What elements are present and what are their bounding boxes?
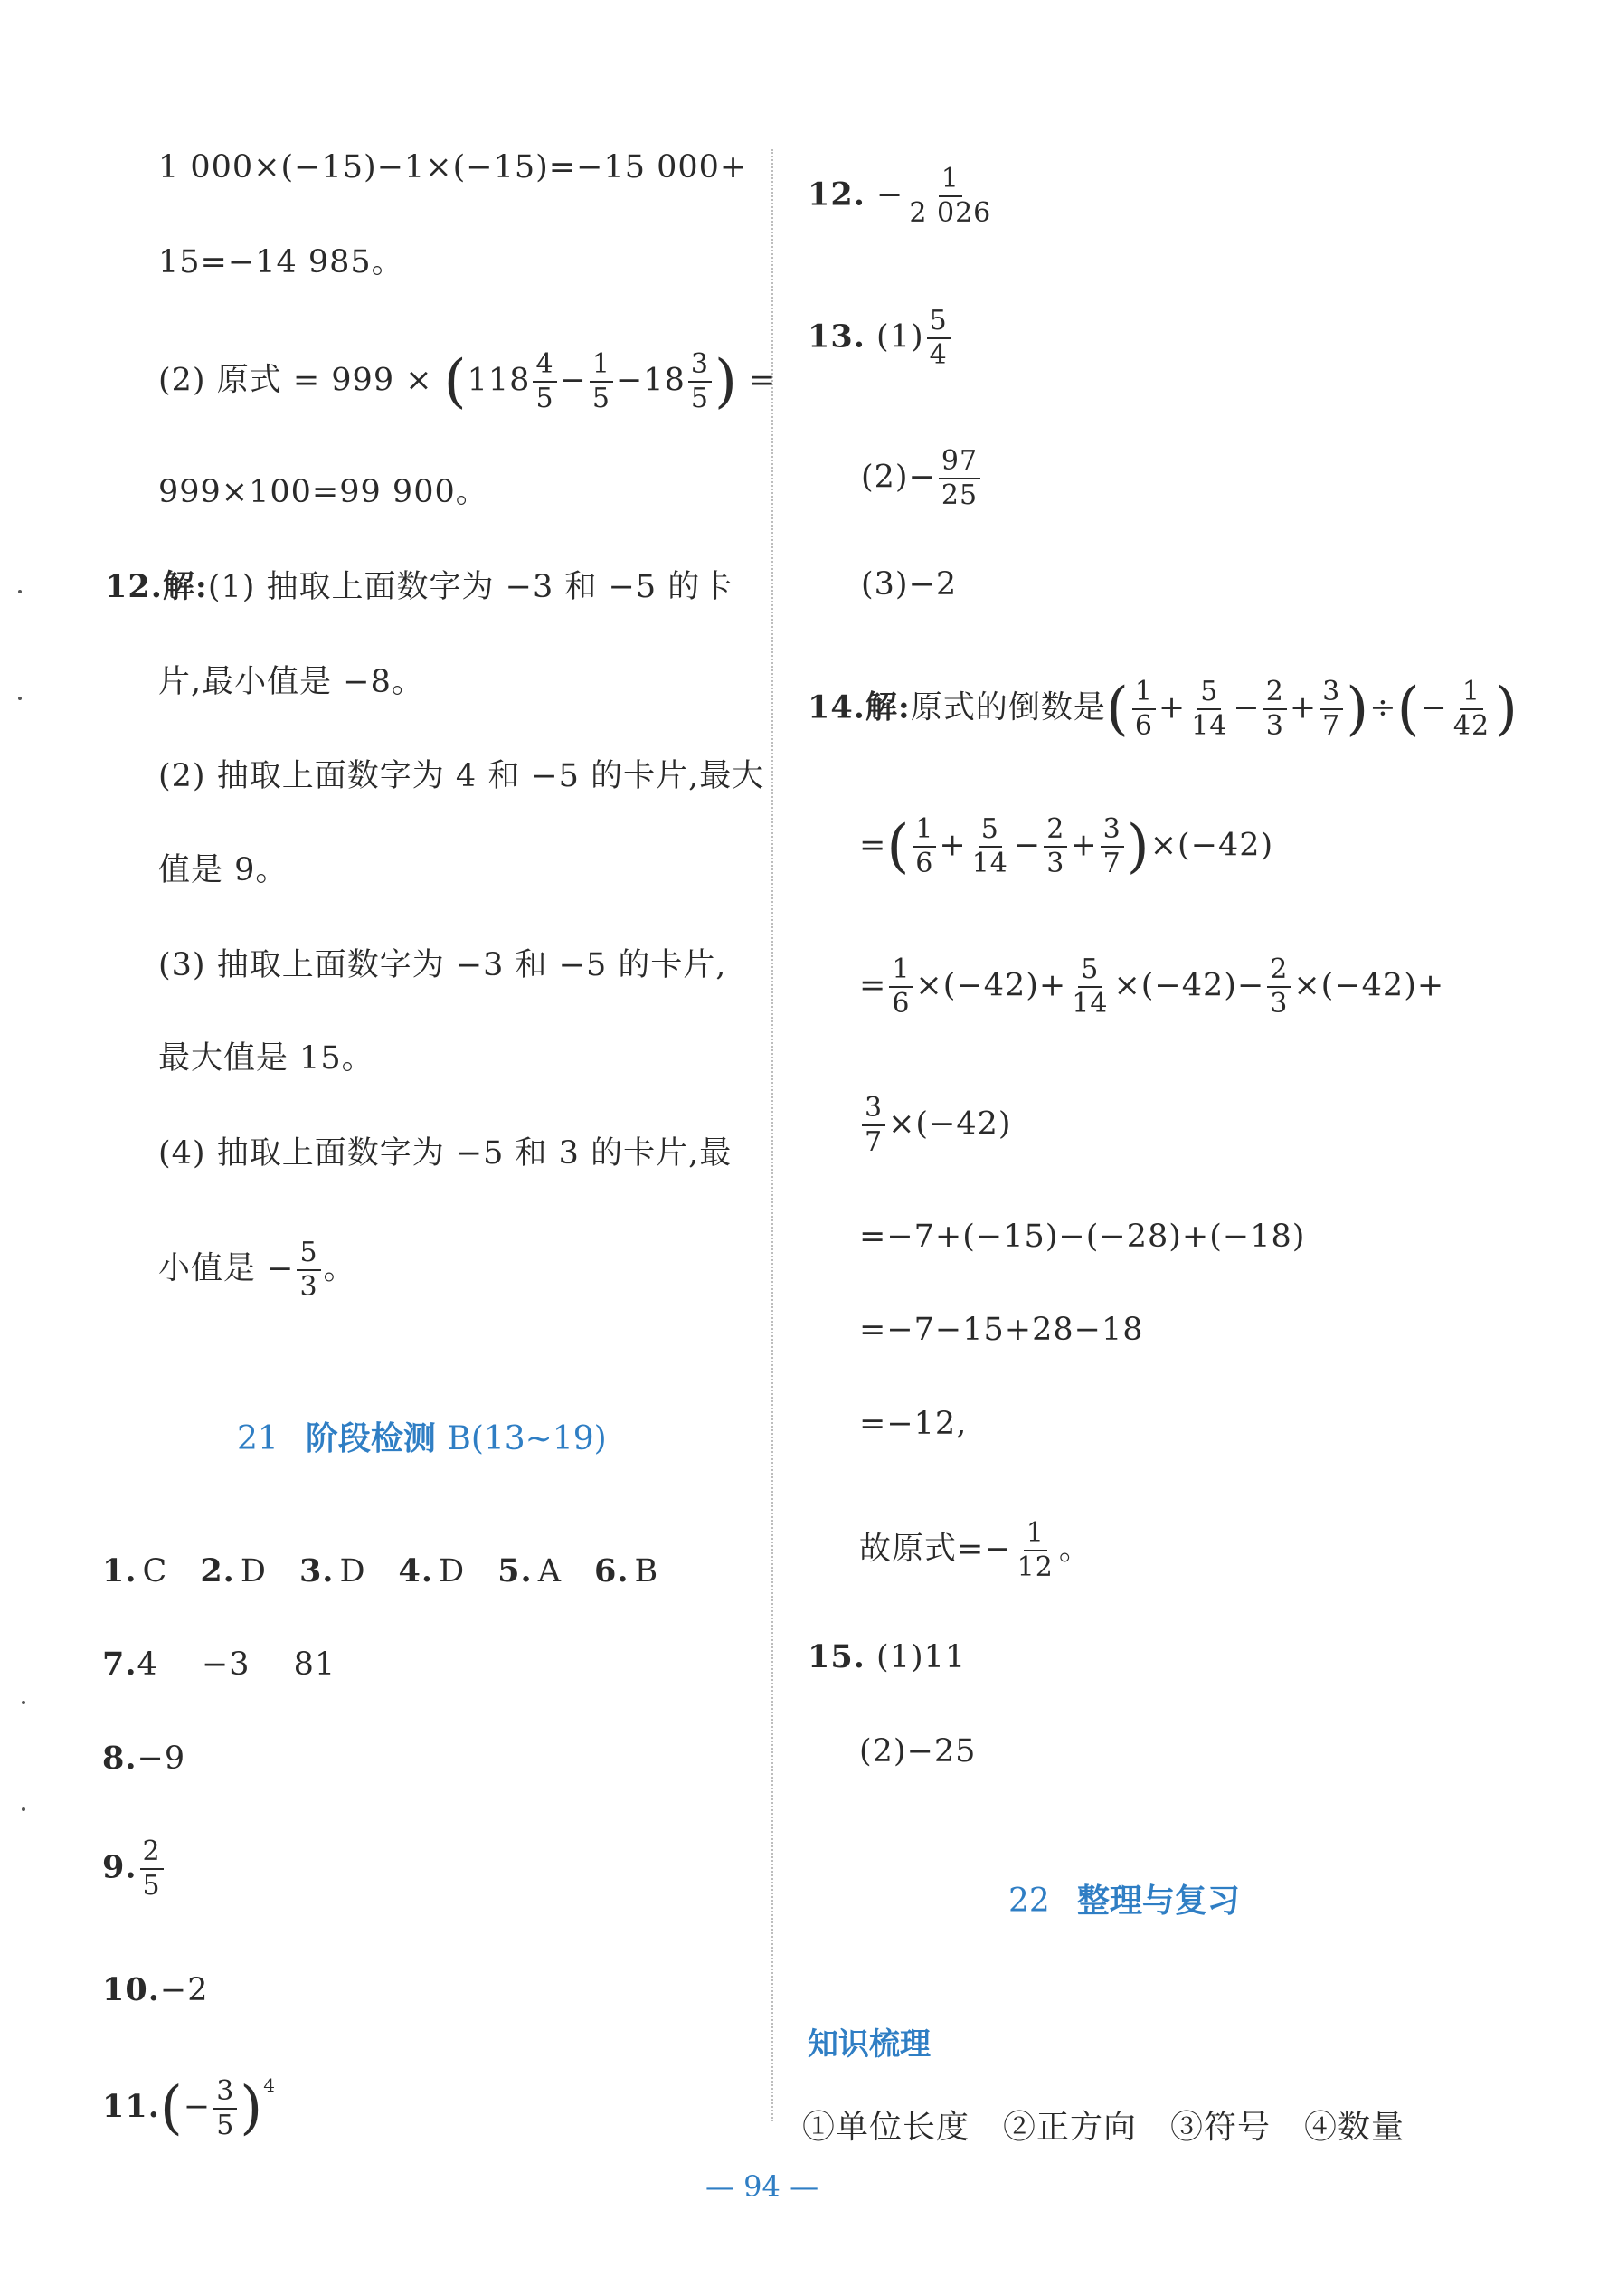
mc-answer: 5. A: [497, 1552, 562, 1589]
q12-line-3: (2) 抽取上面数字为 4 和 −5 的卡片,最大: [158, 758, 765, 794]
margin-dot: [22, 1807, 25, 1811]
margin-dot: [22, 1701, 25, 1704]
section-heading-21: 21 阶段检测 B(13∼19): [237, 1419, 607, 1457]
q12-line-2: 片,最小值是 −8。: [158, 664, 424, 700]
q12-line-5: (3) 抽取上面数字为 −3 和 −5 的卡片,: [158, 947, 727, 983]
multiple-choice-answers: [102, 1551, 691, 1591]
mc-answer: 2. D: [200, 1552, 267, 1589]
q12-line-4: 值是 9。: [158, 852, 288, 888]
r-q13-line-1: 13. (1) $\frac{5}{4}$: [808, 308, 953, 369]
fraction: $\frac{1}{2 026}$: [909, 163, 992, 229]
mc-answer: 6. B: [593, 1552, 659, 1589]
q10-line: 10.−2: [102, 1971, 209, 2008]
q12-line-1: 12.解:(1) 抽取上面数字为 −3 和 −5 的卡: [105, 568, 733, 605]
fraction: $\frac{2}{5}$: [140, 1838, 164, 1900]
r-q14-line-8: 故原式=− $\frac{1}{12}$ 。: [859, 1517, 1092, 1583]
fraction: $\frac{3}{5}$: [688, 351, 712, 413]
r-q14-line-1: 14.解:原式的倒数是( $\frac{1}{6}$ + $\frac{5}{14}$ − $\frac{2}{3}$ + $\frac{3}{7}$ )÷(− $\frac{1}{42}$ ): [808, 676, 1519, 743]
r-q13-line-3: (3)−2: [861, 566, 958, 602]
fraction: $\frac{1}{6}$: [889, 956, 913, 1018]
fraction: $\frac{1}{5}$: [590, 351, 613, 413]
fraction: $\frac{3}{5}$: [213, 2078, 237, 2139]
fraction: $\frac{5}{14}$: [971, 813, 1008, 879]
mc-answer: 3. D: [298, 1552, 366, 1589]
solution-label: 解:: [162, 568, 208, 605]
r-q15-line-2: (2)−25: [859, 1733, 977, 1769]
q12-line-6: 最大值是 15。: [158, 1040, 374, 1077]
fraction: $\frac{1}{42}$: [1452, 676, 1490, 742]
section-heading-22: 22 整理与复习: [1008, 1882, 1240, 1920]
fraction: $\frac{5}{14}$: [1191, 676, 1228, 742]
column-divider: [771, 149, 773, 2121]
page-number: — 94 —: [705, 2169, 819, 2204]
fraction: $\frac{97}{25}$: [939, 448, 980, 509]
terms-line: ①单位长度 ②正方向 ③符号 ④数量: [802, 2109, 1405, 2146]
paren-open: (: [443, 348, 468, 415]
q9-line: 9. $\frac{2}{5}$: [102, 1838, 166, 1900]
margin-dot: [18, 590, 22, 593]
fraction: $\frac{5}{14}$: [1072, 954, 1109, 1020]
calc-line-1: 1 000×(−15)−1×(−15)=−15 000+: [158, 149, 748, 185]
q12-line-7: (4) 抽取上面数字为 −5 和 3 的卡片,最: [158, 1135, 733, 1172]
r-q14-line-2: =( $\frac{1}{6}$ + $\frac{5}{14}$ − $\frac{2}{3}$ + $\frac{3}{7}$ )×(−42): [859, 813, 1274, 880]
calc-line-4: 999×100=99 900。: [158, 474, 488, 510]
r-q14-line-4: $\frac{3}{7}$ ×(−42): [859, 1095, 1012, 1156]
subheading-knowledge: 知识梳理: [808, 2026, 931, 2063]
question-number: 12.: [105, 568, 163, 605]
fraction: $\frac{5}{4}$: [927, 308, 951, 369]
mc-answer: 1. C: [102, 1552, 168, 1589]
fraction: $\frac{2}{3}$: [1263, 678, 1287, 740]
calc-line-3: (2) 原式 = 999 × (118 $\frac{4}{5}$ − $\frac{1}{5}$ −18 $\frac{3}{5}$ ) =: [158, 348, 777, 415]
fraction: $\frac{3}{7}$: [1320, 678, 1343, 740]
fraction: $\frac{2}{3}$: [1267, 956, 1291, 1018]
fraction: $\frac{2}{3}$: [1044, 816, 1067, 878]
r-q14-line-7: =−12,: [859, 1406, 968, 1442]
q12-line-8: 小值是 − $\frac{5}{3}$ 。: [158, 1237, 356, 1303]
r-q14-line-5: =−7+(−15)−(−28)+(−18): [859, 1219, 1306, 1255]
paren-close: ): [714, 348, 738, 415]
fraction: $\frac{1}{12}$: [1017, 1517, 1054, 1583]
q11-line: 11.(− $\frac{3}{5}$ )$^4$: [102, 2074, 276, 2142]
calc-line-2: 15=−14 985。: [158, 244, 404, 280]
q8-line: 8.−9: [102, 1740, 186, 1777]
q7-line: 7.4 −3 81: [102, 1646, 336, 1683]
fraction: $\frac{3}{7}$: [862, 1095, 885, 1156]
r-q14-line-6: =−7−15+28−18: [859, 1312, 1144, 1348]
fraction: $\frac{5}{3}$: [297, 1239, 320, 1301]
margin-dot: [18, 697, 22, 700]
mc-answer: 4. D: [398, 1552, 466, 1589]
fraction: $\frac{1}{6}$: [1132, 678, 1156, 740]
fraction: $\frac{3}{7}$: [1101, 816, 1124, 878]
fraction: $\frac{1}{6}$: [913, 816, 936, 878]
r-q15-line-1: 15. (1)11: [808, 1638, 967, 1675]
r-q13-line-2: (2)− $\frac{97}{25}$: [861, 448, 983, 509]
r-q14-line-3: = $\frac{1}{6}$ ×(−42)+ $\frac{5}{14}$ ×(−42)− $\frac{2}{3}$ ×(−42)+: [859, 954, 1445, 1020]
fraction: $\frac{4}{5}$: [533, 351, 556, 413]
r-q12-line: 12. − $\frac{1}{2 026}$: [808, 166, 997, 227]
